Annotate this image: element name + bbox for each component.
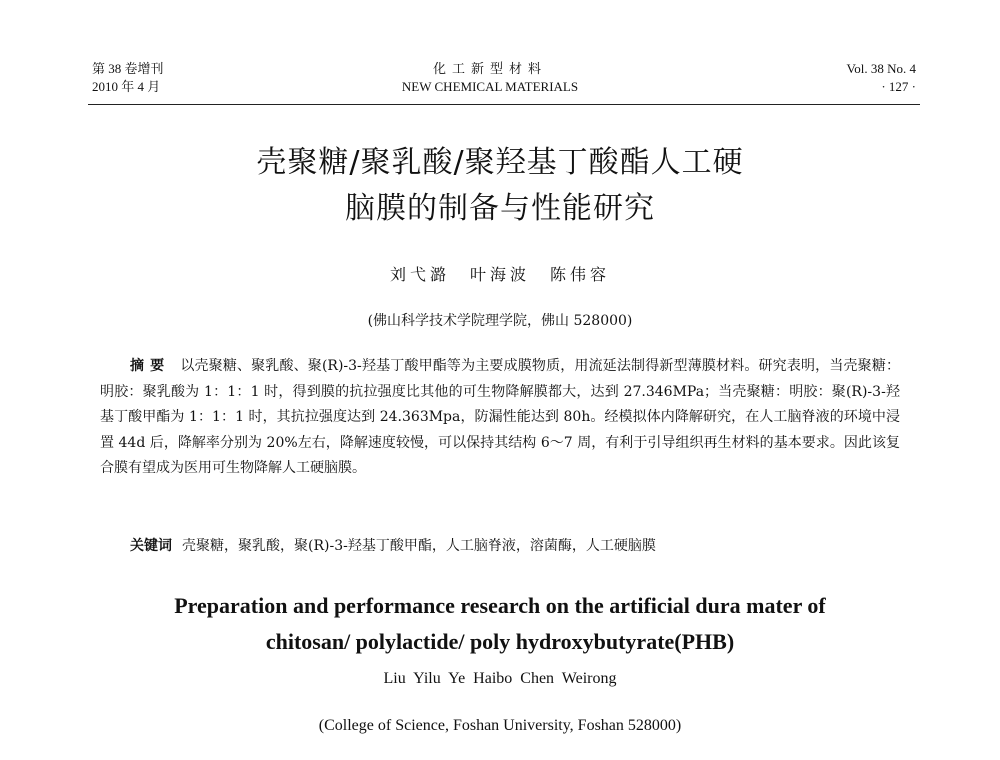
header-left (92, 60, 164, 96)
header-divider (88, 104, 920, 105)
abstract (100, 354, 900, 482)
header-center (300, 60, 680, 96)
title-en-line1: Preparation and performance research on the artificial dura mater of (174, 593, 826, 618)
title-en-line2: chitosan/ polylactide/ poly hydroxybutyrate(PHB) (265, 629, 735, 654)
abstract-label: 摘要 (130, 358, 171, 374)
journal-name-zh: 化工新型材料 (432, 61, 547, 76)
paper-title-en (0, 588, 1000, 660)
affiliation-en: (College of Science, Foshan University, Foshan 528000) (318, 717, 682, 734)
page-number: · 127 · (881, 79, 916, 94)
volume-zh: 第 38 卷增刊 (92, 61, 164, 76)
title-zh-line1: 壳聚糖/聚乳酸/聚羟基丁酸酯人工硬 (256, 145, 744, 180)
title-zh-line2: 脑膜的制备与性能研究 (345, 191, 655, 226)
paper-title-zh (0, 140, 1000, 232)
authors-zh: 刘弋潞 叶海波 陈伟容 (389, 265, 610, 284)
keywords (130, 535, 890, 557)
header-right (847, 60, 916, 96)
keywords-text: 壳聚糖，聚乳酸，聚(R)-3-羟基丁酸甲酯，人工脑脊液，溶菌酶，人工硬脑膜 (182, 538, 656, 554)
abstract-text: 以壳聚糖、聚乳酸、聚(R)-3-羟基丁酸甲酯等为主要成膜物质，用流延法制得新型薄膜材料。研究表明，当壳聚糖：明胶：聚乳酸为 1：1：1 时，得到膜的抗拉强度比其他的可生物降解膜都大，达到 27.346MPa；当壳聚糖：明胶：聚(R)-3-羟基丁酸甲酯为 1：1：1 时，其抗拉强度达到 24.363Mpa，防漏性能达到 80h。经模拟体内降解研究，在人工脑脊液的环境中浸置 44d 后，降解率分别为 20%左右，降解速度较慢，可以保持其结构 6～7 周，有利于引导组织再生材料的基本要求。因此该复合膜有望成为医用可生物降解人工硬脑膜。 (100, 358, 900, 476)
affiliation-zh: (佛山科学技术学院理学院，佛山 528000) (367, 313, 633, 329)
keywords-label: 关键词 (130, 538, 172, 554)
date-zh: 2010 年 4 月 (92, 79, 161, 94)
journal-name-en: NEW CHEMICAL MATERIALS (401, 79, 579, 94)
authors-en: Liu Yilu Ye Haibo Chen Weirong (383, 670, 617, 687)
volume-en: Vol. 38 No. 4 (846, 61, 916, 76)
